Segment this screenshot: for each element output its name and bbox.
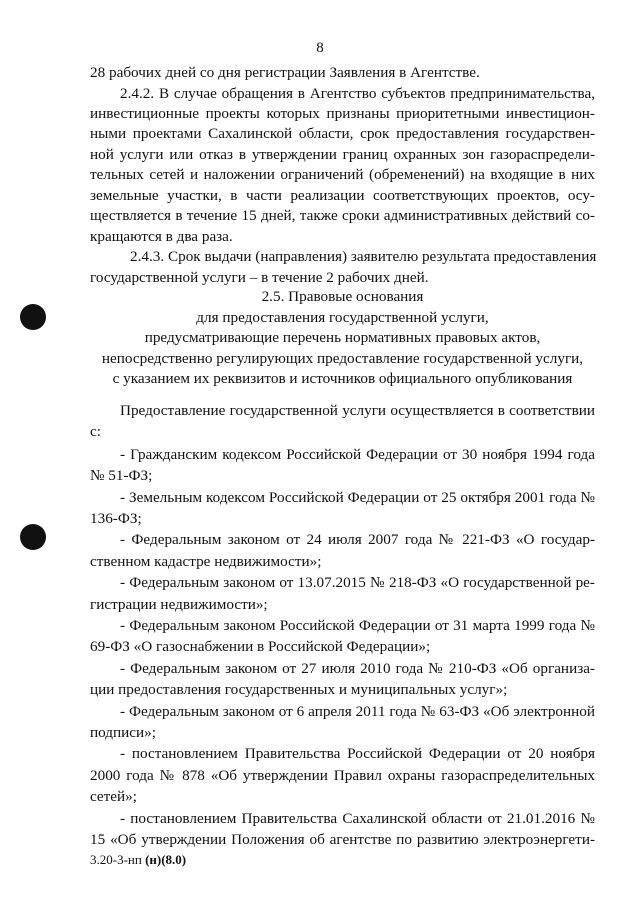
list-item-line: - постановлением Правительства Российской Федерации от 20 ноября (120, 745, 595, 763)
list-item-line: - Федеральным законом от 27 июля 2010 года № 210-ФЗ «Об организа- (120, 659, 595, 677)
paragraph-line: государственной услуги – в течение 2 рабочих дней. (90, 268, 429, 286)
paragraph-line: тельных сетей и наложении ограничений (обременений) на входящие в них (90, 166, 595, 184)
paragraph-line: 28 рабочих дней со дня регистрации Заявления в Агентстве. (90, 64, 480, 81)
list-item-line: № 51-ФЗ; (90, 467, 153, 484)
section-heading-line: с указанием их реквизитов и источников официального опубликования (112, 370, 573, 388)
section-heading: 2.5. Правовые основания (261, 288, 424, 306)
footer-code: 3.20-3-нп (90, 852, 142, 867)
section-heading-line: непосредственно регулирующих предоставление государственной услуги, (101, 349, 584, 367)
list-item-line: - Земельным кодексом Российской Федерации от 25 октября 2001 года № (120, 488, 595, 506)
list-item-line: - Федеральным законом от 24 июля 2007 года № 221-ФЗ «О государ- (120, 531, 595, 549)
list-item-line: гистрации недвижимости»; (90, 595, 268, 613)
footer-suffix: (н)(8.0) (145, 852, 187, 867)
list-item-line: 15 «Об утверждении Положения об агентстве по развитию электроэнергети- (90, 831, 595, 848)
document-footer-code (90, 852, 186, 868)
list-item-line: ственном кадастре недвижимости»; (90, 552, 322, 570)
section-heading-line: для предоставления государственной услуги, (196, 308, 489, 326)
paragraph-line: ществляется в течение 15 дней, также сроки административных действий со- (90, 207, 595, 225)
paragraph-line: Предоставление государственной услуги осуществляется в соответствии (120, 401, 595, 419)
list-item-line: - Федеральным законом Российской Федерации от 31 марта 1999 года № (120, 616, 595, 634)
paragraph-line: кращаются в два раза. (90, 227, 233, 245)
list-item-line: - Федеральным законом от 13.07.2015 № 218-ФЗ «О государственной ре- (120, 574, 595, 592)
page-number: 8 (316, 40, 324, 56)
punch-hole-bottom (20, 524, 46, 550)
paragraph-line: земельные участки, в части реализации соответствующих проектов, осу- (90, 186, 595, 204)
list-item-line: ции предоставления государственных и муниципальных услуг»; (90, 681, 508, 699)
punch-hole-top (20, 304, 46, 330)
list-item-line: подписи»; (90, 724, 156, 741)
list-item-line: - Федеральным законом от 6 апреля 2011 года № 63-ФЗ «Об электронной (120, 702, 595, 720)
paragraph-line: инвестиционные проекты которых признаны приоритетными инвестицион- (90, 105, 595, 122)
list-item-line: - Гражданским кодексом Российской Федерации от 30 ноября 1994 года (120, 445, 595, 463)
list-item-line: - постановлением Правительства Сахалинской области от 21.01.2016 № (120, 809, 595, 827)
section-heading-line: предусматривающие перечень нормативных правовых актов, (144, 329, 541, 347)
paragraph-line: с: (90, 423, 101, 441)
paragraph-line: ными проектами Сахалинской области, срок предоставления государствен- (90, 125, 595, 143)
paragraph-line: ной услуги или отказ в утверждении границ охранных зон газораспредели- (90, 145, 595, 163)
paragraph-line: 2.4.2. В случае обращения в Агентство субъектов предпринимательства, (120, 84, 595, 102)
list-item-line: 69-ФЗ «О газоснабжении в Российской Федерации»; (90, 638, 431, 656)
list-item-line: сетей»; (90, 788, 137, 806)
paragraph-line: 2.4.3. Срок выдачи (направления) заявителю результата предоставления (130, 248, 597, 266)
list-item-line: 2000 года № 878 «Об утверждении Правил охраны газораспределительных (90, 766, 595, 784)
list-item-line: 136-ФЗ; (90, 509, 142, 527)
